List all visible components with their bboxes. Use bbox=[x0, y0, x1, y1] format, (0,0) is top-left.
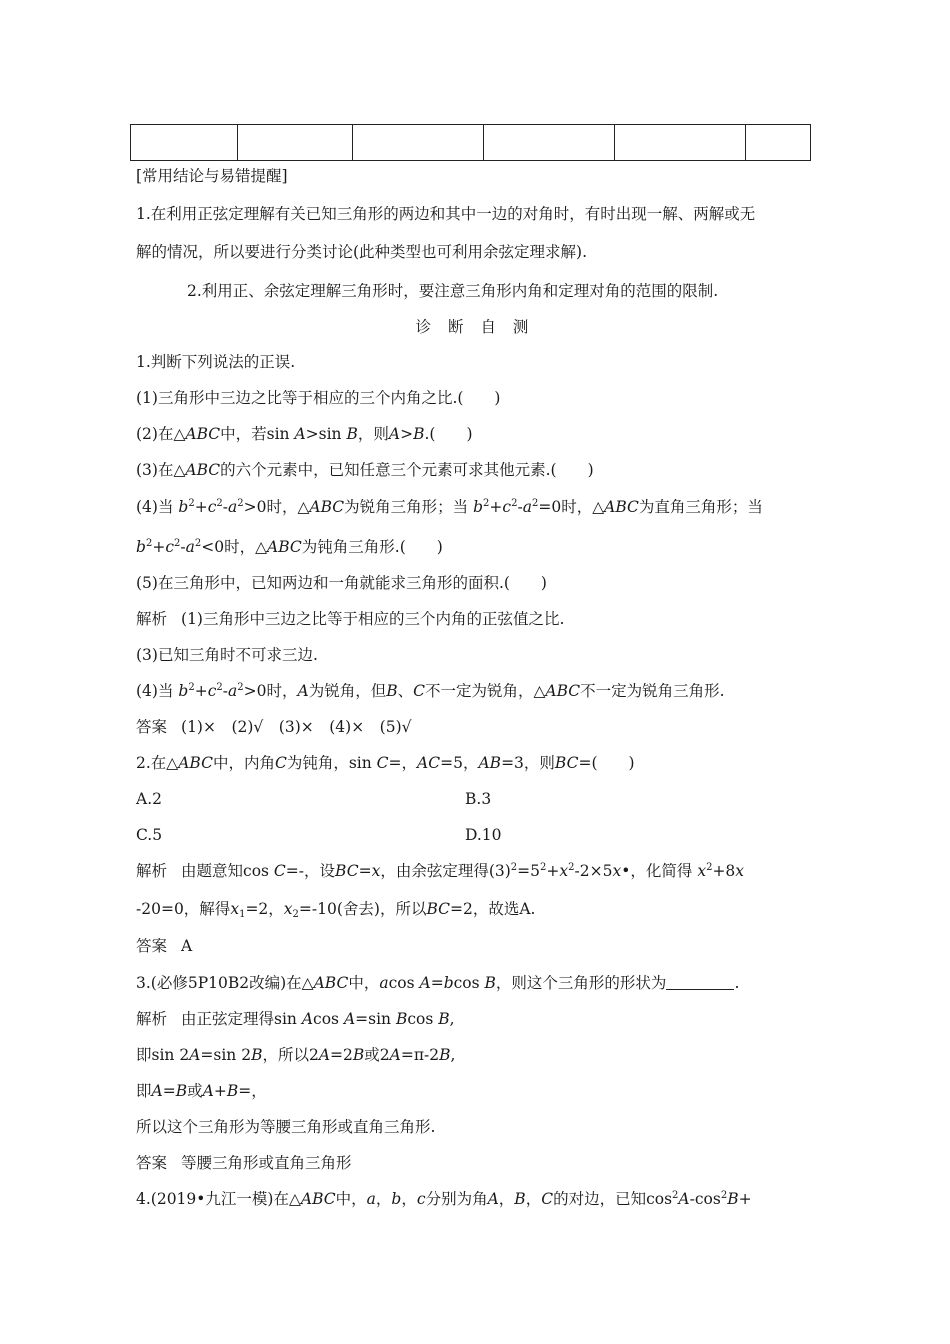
tip-2: 2.利用正、余弦定理解三角形时，要注意三角形内角和定理对角的范围的限制. bbox=[187, 282, 719, 300]
table-cell bbox=[131, 125, 238, 161]
tips-title: [常用结论与易错提醒] bbox=[136, 167, 288, 185]
q1-statement-1: (1)三角形中三边之比等于相应的三个内角之比.( ) bbox=[136, 389, 501, 407]
q3-analysis-3: 即A=B或A+B=， bbox=[136, 1082, 267, 1100]
q1-statement-2: (2)在△ABC中，若sin A>sin B，则A>B.( ) bbox=[136, 425, 473, 443]
q1-statement-5: (5)在三角形中，已知两边和一角就能求三角形的面积.( ) bbox=[136, 574, 547, 592]
q3-analysis-4: 所以这个三角形为等腰三角形或直角三角形. bbox=[136, 1118, 436, 1136]
q1-statement-4-line-1: (4)当 $b^2+c^2-a^2>0$时，△ABC为锐角三角形；当 $b^2+c^2-a^2=0$时，△ABC为直角三角形；当 bbox=[136, 498, 763, 516]
q3-analysis-1: 解析 由正弦定理得sin Acos A=sin Bcos B, bbox=[136, 1010, 455, 1028]
q2-analysis-line-1: 解析 由题意知cos C=-，设BC=x，由余弦定理得$(3)^2=5^2+x^2-2\times 5x•$，化简得 $x^2+8x$ bbox=[136, 862, 745, 880]
table-cell bbox=[615, 125, 746, 161]
q3-stem: 3.(必修5P10B2改编)在△ABC中，acos A=bcos B，则这个三角形的形状为 . bbox=[136, 974, 740, 992]
answer-blank bbox=[666, 975, 734, 990]
table-cell bbox=[353, 125, 484, 161]
q1-stem: 1.判断下列说法的正误. bbox=[136, 353, 296, 371]
section-title: 诊 断 自 测 bbox=[415, 318, 535, 336]
q1-analysis-3: (3)已知三角时不可求三边. bbox=[136, 646, 318, 664]
tip-1-line-1: 1.在利用正弦定理解有关已知三角形的两边和其中一边的对角时，有时出现一解、两解或无 bbox=[136, 205, 756, 223]
table-cell bbox=[484, 125, 615, 161]
table-cell bbox=[746, 125, 811, 161]
q1-statement-3: (3)在△ABC的六个元素中，已知任意三个元素可求其他元素.( ) bbox=[136, 461, 594, 479]
tip-1-line-2: 解的情况，所以要进行分类讨论(此种类型也可利用余弦定理求解). bbox=[136, 243, 588, 261]
q3-analysis-2: 即sin 2A=sin 2B，所以2A=2B或2A=π-2B, bbox=[136, 1046, 456, 1064]
q2-analysis-line-2: -20=0，解得$x_1=2$，$x_2=-10$(舍去)，所以BC=2，故选A. bbox=[136, 900, 536, 920]
q2-option-d: D.10 bbox=[465, 826, 502, 844]
header-table bbox=[130, 124, 811, 161]
table-row bbox=[131, 125, 811, 161]
q2-answer: 答案 A bbox=[136, 937, 193, 955]
q3-answer: 答案 等腰三角形或直角三角形 bbox=[136, 1154, 352, 1172]
table-cell bbox=[238, 125, 353, 161]
q2-stem: 2.在△ABC中，内角C为钝角，sin C=，AC=5，AB=3，则BC=( ) bbox=[136, 754, 635, 772]
q4-stem: 4.(2019•九江一模)在△ABC中，a，b，c分别为角A，B，C的对边，已知$\cos^2A-\cos^2B+$ bbox=[136, 1190, 752, 1208]
q1-analysis-1: 解析 (1)三角形中三边之比等于相应的三个内角的正弦值之比. bbox=[136, 610, 565, 628]
q1-analysis-4: (4)当 $b^2+c^2-a^2>0$时，A为锐角，但B、C不一定为锐角，△ABC不一定为锐角三角形. bbox=[136, 682, 725, 700]
q2-option-b: B.3 bbox=[465, 790, 492, 808]
q1-statement-4-line-2: $b^2+c^2-a^2<0$时，△ABC为钝角三角形.( ) bbox=[136, 538, 443, 556]
q2-option-a: A.2 bbox=[136, 790, 162, 808]
q2-option-c: C.5 bbox=[136, 826, 163, 844]
q1-answer: 答案 (1)× (2)√ (3)× (4)× (5)√ bbox=[136, 718, 412, 736]
